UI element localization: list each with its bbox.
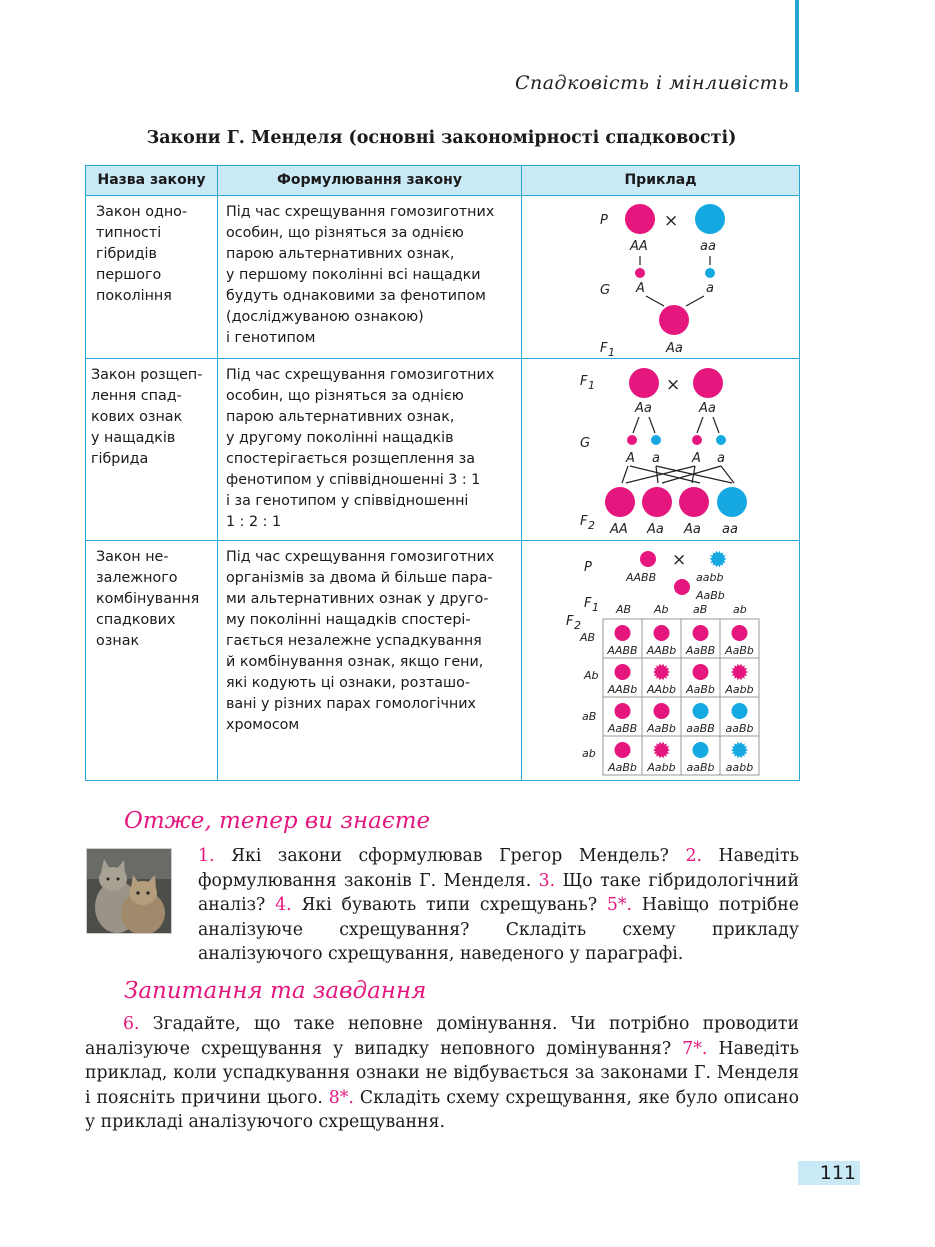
- table-row: [86, 359, 800, 541]
- gamete-label: A: [692, 451, 701, 466]
- punnett-seed-shape: [653, 742, 670, 759]
- law-example: [522, 541, 800, 781]
- law-name: Закон одно- типності гібридів першого покоління: [86, 196, 218, 359]
- parent2-circle: [693, 368, 723, 398]
- punnett-genotype: AaBb: [647, 722, 676, 735]
- label-f2-sub: 2: [588, 519, 595, 532]
- punnett-seed-shape: [615, 742, 631, 758]
- question-text: Наведіть приклад, коли успадкування ознаки не відбувається за законами Г. Менделя і поясніть причини цього.: [85, 1038, 799, 1108]
- monohybrid-f1-diagram: [522, 196, 799, 358]
- punnett-genotype: aaBb: [725, 722, 754, 735]
- gamete-dot: [627, 435, 637, 445]
- cross-symbol: ×: [666, 375, 681, 395]
- punnett-seed-shape: [654, 703, 670, 719]
- offspring-circle: [679, 487, 709, 517]
- offspring-genotype: Aa: [647, 522, 664, 537]
- page-number: 111: [798, 1161, 860, 1185]
- punnett-seed-shape: [732, 625, 748, 641]
- punnett-genotype: AABB: [607, 644, 638, 657]
- cats-image: [87, 849, 171, 933]
- question-number: 3.: [538, 870, 556, 891]
- running-title: Спадковість і мінливість: [514, 72, 789, 94]
- genotype-parent1: Aa: [635, 401, 652, 416]
- law-name: Закон не- залежного комбінування спадкових ознак: [86, 541, 218, 781]
- question-text: Складіть схему схрещування, яке було описано у прикладі аналізуючого схрещування.: [85, 1087, 799, 1132]
- gamete-label: a: [717, 451, 725, 466]
- questions-heading: Запитання та завдання: [124, 978, 427, 1004]
- cats-photo: [86, 848, 172, 934]
- f1-genotype: AaBb: [696, 589, 725, 602]
- punnett-seed-shape: [693, 703, 709, 719]
- label-f2: F: [580, 514, 588, 529]
- punnett-genotype: aaBB: [686, 722, 715, 735]
- offspring-circle: [605, 487, 635, 517]
- punnett-genotype: aabb: [725, 761, 754, 774]
- question-text: Згадайте, що таке неповне домінування. Чи потрібно проводити аналізуюче схрещування у випадку неповного домінування?: [85, 1014, 799, 1059]
- law-formulation: Під час схрещування гомозиготних особин, що різняться за однією парою альтернативних ознак, у першому поколінні всі нащадки будуть однаковими за фенотипом (досліджуваною ознакою) і генотипом: [218, 196, 522, 359]
- gamete-header: aB: [693, 603, 708, 616]
- label-f1-sub: 1: [588, 379, 595, 392]
- question-number: 4.: [275, 895, 292, 915]
- dihybrid-diagram: [522, 541, 799, 780]
- punnett-seed-shape: [654, 625, 670, 641]
- law-name: Закон розщеп- лення спад- кових ознак у нащадків гібрида: [86, 359, 218, 541]
- punnett-seed-shape: [731, 664, 748, 681]
- genotype-parent1: AABB: [626, 571, 657, 584]
- label-g: G: [600, 283, 611, 298]
- f1-circle: [674, 579, 690, 595]
- label-f1: F: [600, 341, 608, 356]
- law-example: [522, 359, 800, 541]
- questions-block: [85, 1012, 799, 1135]
- question-number: 6.: [123, 1014, 140, 1034]
- gamete-dot: [651, 435, 661, 445]
- label-f2: F: [566, 614, 574, 629]
- question-text: Що таке гібридологічний аналіз?: [198, 870, 799, 915]
- law-formulation: Під час схрещування гомозиготних організмів за двома й більше пара- ми альтернативних ознак у друго- му поколінні нащадків спостері- гається незалежне успадкування й комбінування ознак, якщо гени, які кодують ці ознаки, розташо- вані у різних парах гомологічних хромосом: [218, 541, 522, 781]
- punnett-genotype: Aabb: [647, 761, 676, 774]
- punnett-seed-shape: [615, 625, 631, 641]
- parent-dominant-circle: [625, 204, 655, 234]
- label-f1-sub: 1: [608, 346, 615, 358]
- question-number: 7*.: [682, 1038, 708, 1059]
- genotype-parent1: AA: [630, 239, 648, 254]
- offspring-circle: [642, 487, 672, 517]
- gamete-dot: [692, 435, 702, 445]
- punnett-seed-shape: [693, 742, 709, 758]
- genotype-parent2: aabb: [696, 571, 724, 584]
- gamete1-label: A: [636, 281, 645, 296]
- gamete-row-label: aB: [582, 710, 597, 723]
- offspring-circle: [717, 487, 747, 517]
- punnett-genotype: aaBb: [686, 761, 715, 774]
- punnett-genotype: AaBb: [608, 761, 637, 774]
- question-text: Які бувають типи схрещувань?: [291, 895, 607, 915]
- punnett-genotype: AaBb: [725, 644, 754, 657]
- question-number: 5*.: [606, 895, 633, 915]
- punnett-genotype: AABb: [646, 644, 677, 657]
- col-header-example: Приклад: [522, 166, 800, 196]
- gamete2-label: a: [706, 281, 714, 296]
- cross-symbol: ×: [672, 550, 687, 570]
- label-f2-sub: 2: [574, 619, 581, 632]
- col-header-formulation: Формулювання закону: [218, 166, 522, 196]
- offspring-genotype: Aa: [666, 341, 683, 356]
- punnett-seed-shape: [615, 664, 631, 680]
- gamete-dot: [716, 435, 726, 445]
- offspring-genotype: AA: [610, 522, 628, 537]
- punnett-seed-shape: [615, 703, 631, 719]
- offspring-genotype: Aa: [684, 522, 701, 537]
- punnett-genotype: AaBB: [607, 722, 638, 735]
- parent1-circle: [640, 551, 656, 567]
- gamete-row-label: Ab: [584, 669, 599, 682]
- table-title: Закони Г. Менделя (основні закономірності спадковості): [146, 128, 737, 148]
- label-p: P: [600, 213, 608, 228]
- col-header-name: Назва закону: [86, 166, 218, 196]
- header-rule: [795, 0, 799, 92]
- table-row: [86, 196, 800, 359]
- label-f1-sub: 1: [592, 601, 599, 614]
- question-number: 1.: [198, 846, 215, 866]
- punnett-square: [603, 619, 759, 775]
- punnett-seed-shape: [693, 664, 709, 680]
- question-number: 8*.: [328, 1087, 354, 1108]
- punnett-seed-shape: [731, 742, 748, 759]
- punnett-genotype: AABb: [607, 683, 638, 696]
- punnett-seed-shape: [653, 664, 670, 681]
- parent2-wrinkled-shape: [710, 551, 727, 568]
- label-p: P: [584, 560, 592, 575]
- parent1-circle: [629, 368, 659, 398]
- gamete-row-label: AB: [580, 631, 596, 644]
- label-g: G: [580, 436, 591, 451]
- gamete-label: a: [652, 451, 660, 466]
- question-text: Які закони сформулював Грегор Мендель?: [214, 846, 686, 866]
- genotype-parent2: aa: [700, 239, 716, 254]
- gamete-row-label: ab: [582, 747, 596, 760]
- gamete-header: ab: [733, 603, 747, 616]
- question-text: Наведіть формулювання законів Г. Менделя.: [198, 846, 799, 891]
- punnett-genotype: AaBb: [686, 683, 715, 696]
- gamete-header: AB: [616, 603, 632, 616]
- table-row: [86, 541, 800, 781]
- gamete-header: Ab: [654, 603, 669, 616]
- label-f1: F: [584, 596, 592, 611]
- label-f1: F: [580, 374, 588, 389]
- punnett-genotype: Aabb: [725, 683, 754, 696]
- gamete-label: A: [626, 451, 635, 466]
- mendel-laws-table: [85, 165, 800, 781]
- cross-symbol: ×: [664, 211, 679, 231]
- summary-questions-top: [198, 844, 799, 967]
- gamete-dominant-dot: [635, 268, 645, 278]
- question-number: 2.: [685, 846, 702, 866]
- parent-recessive-circle: [695, 204, 725, 234]
- punnett-seed-shape: [693, 625, 709, 641]
- law-example: [522, 196, 800, 359]
- monohybrid-f2-diagram: [522, 359, 799, 540]
- genotype-parent2: Aa: [699, 401, 716, 416]
- offspring-genotype: aa: [722, 522, 738, 537]
- summary-heading: Отже, тепер ви знаєте: [124, 808, 431, 834]
- table-header-row: [86, 166, 800, 196]
- gamete-recessive-dot: [705, 268, 715, 278]
- law-formulation: Під час схрещування гомозиготних особин, що різняться за однією парою альтернативних ознак, у другому поколінні нащадків спостерігається розщеплення за фенотипом у співвідношенні 3 : 1 і за генотипом у співвідношенні 1 : 2 : 1: [218, 359, 522, 541]
- punnett-genotype: AAbb: [646, 683, 677, 696]
- question-text: Навіщо потрібне аналізуюче схрещування? Складіть схему прикладу аналізуючого схрещування, наведеного у параграфі.: [198, 895, 800, 964]
- punnett-genotype: AaBB: [685, 644, 716, 657]
- punnett-seed-shape: [732, 703, 748, 719]
- offspring-circle: [659, 305, 689, 335]
